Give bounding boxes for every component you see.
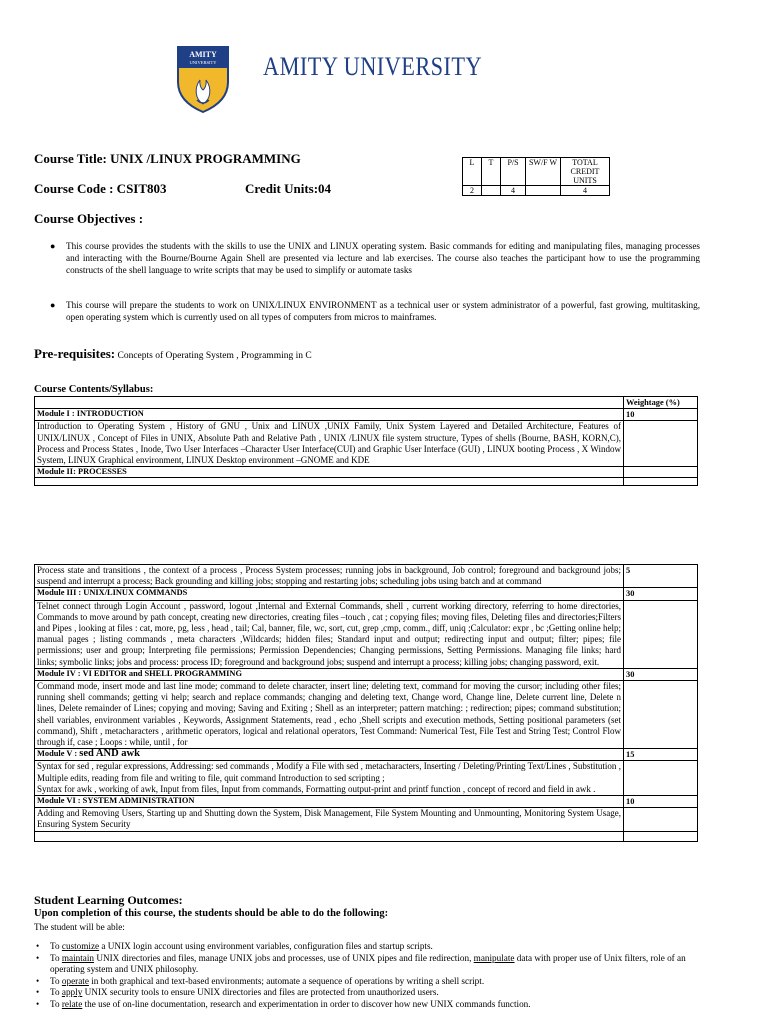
outcome-1-pre: To <box>50 941 62 951</box>
outcome-3-post: in both graphical and text-based environments; automate a sequence of operations by writing a shell script. <box>88 975 485 986</box>
credits-header-swfw: SW/F W <box>526 158 561 186</box>
university-name: AMITY UNIVERSITY <box>263 52 483 81</box>
syllabus-header-row <box>35 397 698 409</box>
outcome-2-post2: data with proper use of Unix filters, role of an operating system and UNIX philosophy. <box>50 952 686 975</box>
credits-header-total: TOTAL CREDIT UNITS <box>561 158 610 186</box>
module5-title <box>35 749 624 761</box>
module4-weight: 30 <box>624 668 698 680</box>
module1-body-row <box>35 421 698 467</box>
course-code: Course Code : CSIT803 <box>34 181 167 196</box>
module2-title: Module II: PROCESSES <box>35 467 624 478</box>
outcome-3-verb: operate <box>61 975 89 986</box>
objectives-list <box>50 240 700 276</box>
prerequisites <box>34 345 312 363</box>
bullet-icon: • <box>36 952 40 963</box>
module1-title: Module I : INTRODUCTION <box>35 409 624 421</box>
credits-table <box>462 157 610 196</box>
module2-weight: 5 <box>624 565 698 588</box>
outcome-5-verb: relate <box>61 998 83 1009</box>
module5-title-row <box>35 749 698 761</box>
outcome-1-post: a UNIX login account using environment variables, configuration files and startup scripts. <box>99 941 433 951</box>
module5-title-prefix: Module V : <box>37 749 80 759</box>
credits-header-row <box>463 158 610 186</box>
syllabus-end-row <box>35 831 698 841</box>
syllabus-blank-cell <box>35 478 624 486</box>
bullet-icon: • <box>36 975 40 986</box>
credits-value-ps: 4 <box>501 186 526 196</box>
module4-body: Command mode, insert mode and last line mode; command to delete character, insert line; deleting text, command for moving the cursor; including other files; running shell commands; getting vi help; search and replace commands; changing and deleting text, Change word, Change line, Delete current line, Delete n lines, Delete remainder of Lines; copying and moving; Saving and Exiting ; Shell as an interpreter; pattern matching: ; redirection; pipes; command substitution; shell variables, environment variables , Keywords, Assignment Statements, read , echo ,Shell scripts and execution methods, Setting positional parameters (set command), Shift , metacharacters , arithmetic operators, logical and relational operators, Test Command: Numerical Test, File Test and String Test; Control Flow through if, case ; Loops : while, until , for <box>35 681 624 749</box>
credits-value-l: 2 <box>463 186 482 196</box>
prerequisites-label: Pre-requisites: <box>34 346 116 361</box>
syllabus-end-cell <box>35 831 624 841</box>
module1-weight: 10 <box>624 409 698 421</box>
outcome-4-post: UNIX security tools to ensure UNIX directories and files are protected from unauthorized users. <box>82 987 439 998</box>
module5-title-topic: sed AND awk <box>79 748 140 760</box>
outcome-5-post: the use of on-line documentation, research and experimentation in order to discover how new UNIX commands function. <box>82 998 531 1009</box>
outcomes-subheading: Upon completion of this course, the students should be able to do the following: <box>34 908 389 919</box>
outcomes-list <box>36 941 700 1011</box>
module5-body-row <box>35 761 698 796</box>
credits-header-t: T <box>482 158 501 186</box>
module4-title: Module IV : VI EDITOR and SHELL PROGRAMMING <box>35 668 624 680</box>
module1-title-row <box>35 409 698 421</box>
syllabus-heading: Course Contents/Syllabus: <box>34 384 154 395</box>
outcome-3-pre: To <box>50 975 62 986</box>
module4-title-row <box>35 668 698 680</box>
module5-body-sed: Syntax for sed , regular expressions, Addressing: sed commands , Modify a File with sed , metacharacters, Inserting / Deleting/Printing Text/Lines , Substitution , Multiple edits, reading from file and writing to file, quit command Introduction to sed scripting ; <box>37 761 621 783</box>
outcome-4-pre: To <box>50 987 62 998</box>
module3-body-weight-cell <box>624 600 698 668</box>
outcome-4-verb: apply <box>61 987 83 998</box>
credits-header-l: L <box>463 158 482 186</box>
module6-title: Module VI : SYSTEM ADMINISTRATION <box>35 796 624 808</box>
bullet-icon: ● <box>50 241 56 251</box>
module1-body-weight-cell <box>624 421 698 467</box>
module1-body: Introduction to Operating System , History of GNU , Unix and LINUX ,UNIX Family, Unix System Layered and Detailed Architecture, Features of UNIX/LINUX , Concept of Files in UNIX, Absolute Path and Relative Path , UNIX /LINUX file system structure, Types of shells (Bourne, BASH, KORN,C), Process and Process States , Inode, Two User Interfaces –Character User Interface(CUI) and Graphic User Interface (GUI) , LINUX booting Process , X Window System, LINUX Graphical environment, LINUX Desktop environment –GNOME and KDE <box>35 421 624 467</box>
bullet-icon: • <box>36 998 40 1009</box>
module6-title-row <box>35 796 698 808</box>
outcome-2-pre: To <box>50 952 62 963</box>
credits-value-swfw <box>526 186 561 196</box>
syllabus-end-weight-cell <box>624 831 698 841</box>
module6-body-row <box>35 808 698 831</box>
outcome-2-verb: maintain <box>61 952 95 963</box>
credits-value-row <box>463 186 610 196</box>
objective-item-1 <box>50 240 700 276</box>
objective-text-2: This course will prepare the students to work on UNIX/LINUX ENVIRONMENT as a technical user or system administrator of a powerful, fast growing, multitasking, open operating system which is currently used on all types of computers from micros to mainframes. <box>66 300 700 322</box>
outcomes-heading: Student Learning Outcomes: <box>34 893 183 907</box>
objectives-list-2 <box>50 299 700 323</box>
svg-text:UNIVERSITY: UNIVERSITY <box>189 60 217 65</box>
module3-title: Module III : UNIX/LINUX COMMANDS <box>35 588 624 600</box>
objective-text-1: This course provides the students with the skills to use the UNIX and LINUX operating system. Basic commands for editing and manipulating files, managing processes and interacting with the Bourne/Bourne Again Shell are presented via lecture and lab exercises. The course also teaches the participant how to use the programming constructs of the shell language to write scripts that may be used to simplify or automate tasks <box>66 241 700 275</box>
syllabus-header-blank <box>35 397 624 409</box>
credit-units: Credit Units:04 <box>245 181 332 196</box>
module3-body-row <box>35 600 698 668</box>
module6-weight: 10 <box>624 796 698 808</box>
outcome-item-4 <box>36 987 700 999</box>
module6-body-weight-cell <box>624 808 698 831</box>
syllabus-blank-weight-cell <box>624 478 698 486</box>
module3-body: Telnet connect through Login Account , password, logout ,Internal and External Commands, shell , current working directory, referring to home directories, Commands to move around by path concept, creating new directories, creating files –touch , cat ; copying files; moving files, Deleting files and directories;Filters and Pipes , looking at files : cat, more, pg, less , head , tail; Cal, banner, file, wc, sort, cut, grep ,cmp, comm., diff, uniq ;Calculator: expr , bc ;Getting online help; manual pages ; listing commands , meta characters ,Wildcards; hidden files; Standard input and output; redirecting input and output; filter; pipes; file permissions; user and group; Interpreting file permissions; Permission Dependencies; Changing permissions, Setting Permissions. Managing file links; hard links; symbolic links; jobs and process: process ID; foreground and background jobs; suspend and interrupt a process; killing jobs; changing password, exit. <box>35 600 624 668</box>
module5-weight: 15 <box>624 749 698 761</box>
credits-header-ps: P/S <box>501 158 526 186</box>
module4-body-weight-cell <box>624 681 698 749</box>
objectives-heading: Course Objectives : <box>34 211 144 226</box>
bullet-icon: ● <box>50 300 56 310</box>
module2-body-row <box>35 565 698 588</box>
credits-value-total: 4 <box>561 186 610 196</box>
outcomes-intro: The student will be able: <box>34 922 125 932</box>
credits-value-t <box>482 186 501 196</box>
university-crest-logo <box>175 44 231 114</box>
module6-body: Adding and Removing Users, Starting up and Shutting down the System, Disk Management, File System Mounting and Unmounting, Monitoring System Usage, Ensuring System Security <box>35 808 624 831</box>
module3-weight: 30 <box>624 588 698 600</box>
outcome-5-pre: To <box>50 998 62 1009</box>
objective-item-2 <box>50 299 700 323</box>
outcome-2-post: UNIX directories and files, manage UNIX jobs and processes, use of UNIX pipes and file redirection, <box>94 952 474 963</box>
syllabus-table-part1 <box>34 396 698 486</box>
syllabus-table-part2 <box>34 564 698 842</box>
syllabus-blank-row <box>35 478 698 486</box>
module5-body <box>35 761 624 796</box>
module5-body-weight-cell <box>624 761 698 796</box>
module5-body-awk: Syntax for awk , working of awk, Input from files, Input from commands, Formatting output-print and printf function , concept of record and field in awk . <box>37 783 596 794</box>
module4-body-row <box>35 681 698 749</box>
module2-body: Process state and transitions , the context of a process , Process System processes; running jobs in background, Job control; foreground and background jobs; suspend and interrupt a process; Back grounding and killing jobs; stopping and restarting jobs; scheduling jobs using batch and at command <box>35 565 624 588</box>
svg-text:AMITY: AMITY <box>189 50 217 59</box>
bullet-icon: • <box>36 987 40 998</box>
outcome-item-2 <box>36 953 700 976</box>
module3-title-row <box>35 588 698 600</box>
outcome-item-5 <box>36 999 700 1011</box>
module2-title-row <box>35 467 698 478</box>
module2-title-weight-cell <box>624 467 698 478</box>
weightage-header: Weightage (%) <box>624 397 698 409</box>
outcome-1-verb: customize <box>61 941 100 951</box>
bullet-icon: • <box>36 941 40 951</box>
prerequisites-text: Concepts of Operating System , Programming in C <box>115 351 312 361</box>
outcome-item-1 <box>36 941 700 953</box>
outcome-2-verb2: manipulate <box>473 952 515 963</box>
outcome-item-3 <box>36 976 700 988</box>
course-title: Course Title: UNIX /LINUX PROGRAMMING <box>34 151 301 166</box>
